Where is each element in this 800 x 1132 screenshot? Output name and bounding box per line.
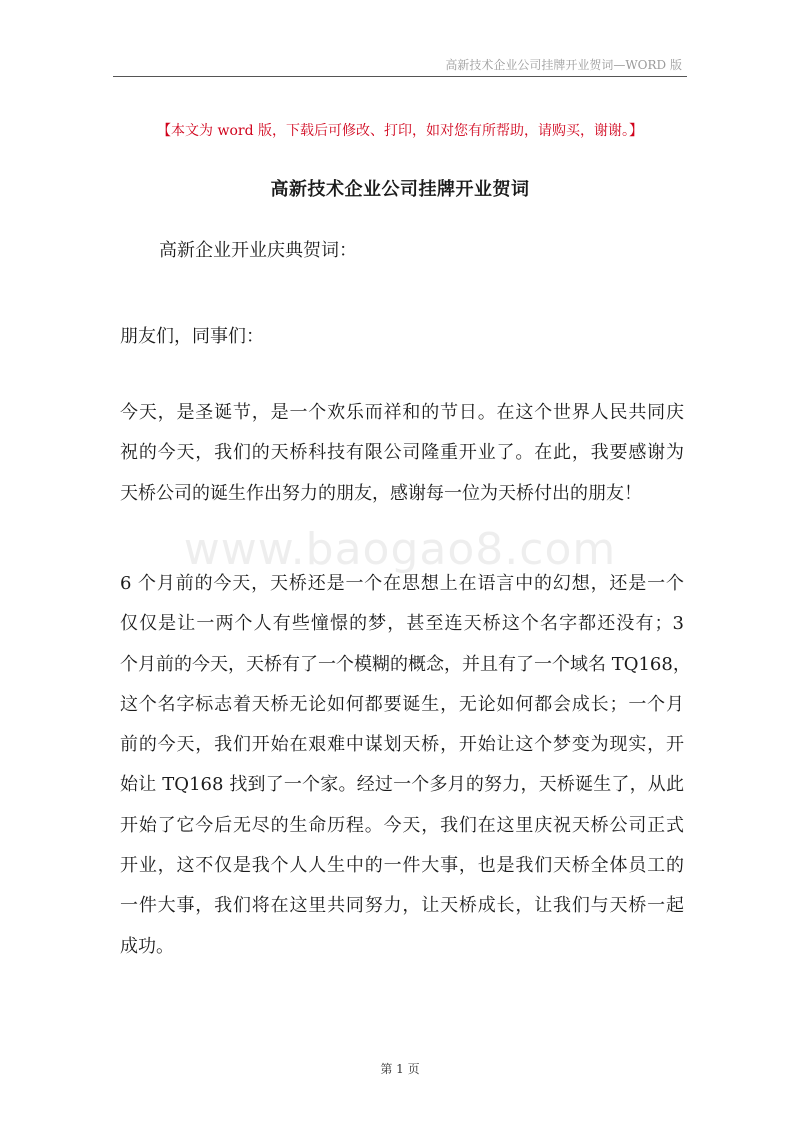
header-divider <box>113 76 687 77</box>
paragraph-line: 开始了它今后无尽的生命历程。今天，我们在这里庆祝天桥公司正式 <box>120 814 684 836</box>
watermark: www.baogao8.com <box>183 524 617 575</box>
paragraph-line: 成功。 <box>120 935 174 957</box>
salutation: 朋友们，同事们： <box>120 326 264 347</box>
purchase-notice: 【本文为 word 版，下载后可修改、打印，如对您有所帮助，请购买，谢谢。】 <box>157 123 643 139</box>
paragraph-line: 前的今天，我们开始在艰难中谋划天桥，开始让这个梦变为现实，开 <box>120 734 684 756</box>
paragraph-1 <box>120 393 684 514</box>
paragraph-line: 仅仅是让一两个人有些憧憬的梦，甚至连天桥这个名字都还没有；3 <box>120 613 684 635</box>
paragraph-line: 开业，这不仅是我个人人生中的一件大事，也是我们天桥全体员工的 <box>120 855 684 877</box>
paragraph-line: 天桥公司的诞生作出努力的朋友，感谢每一位为天桥付出的朋友！ <box>120 482 642 504</box>
document-title: 高新技术企业公司挂牌开业贺词 <box>270 179 530 200</box>
paragraph-2 <box>120 564 691 967</box>
document-subtitle: 高新企业开业庆典贺词： <box>159 240 357 261</box>
paragraph-line: 一件大事，我们将在这里共同努力，让天桥成长，让我们与天桥一起 <box>120 895 684 917</box>
page-number: 第 1 页 <box>380 1062 420 1076</box>
paragraph-line: 这个名字标志着天桥无论如何都要诞生，无论如何都会成长；一个月 <box>120 693 684 715</box>
paragraph-line: 6 个月前的今天，天桥还是一个在思想上在语言中的幻想，还是一个 <box>120 573 684 594</box>
paragraph-line: 始让 TQ168 找到了一个家。经过一个多月的努力，天桥诞生了，从此 <box>120 774 684 796</box>
paragraph-line: 祝的今天，我们的天桥科技有限公司隆重开业了。在此，我要感谢为 <box>120 442 684 464</box>
paragraph-line: 今天，是圣诞节，是一个欢乐而祥和的节日。在这个世界人民共同庆 <box>120 402 684 423</box>
running-header: 高新技术企业公司挂牌开业贺词—WORD 版 <box>445 58 682 72</box>
paragraph-line: 个月前的今天，天桥有了一个模糊的概念，并且有了一个域名 TQ168， <box>120 653 691 675</box>
